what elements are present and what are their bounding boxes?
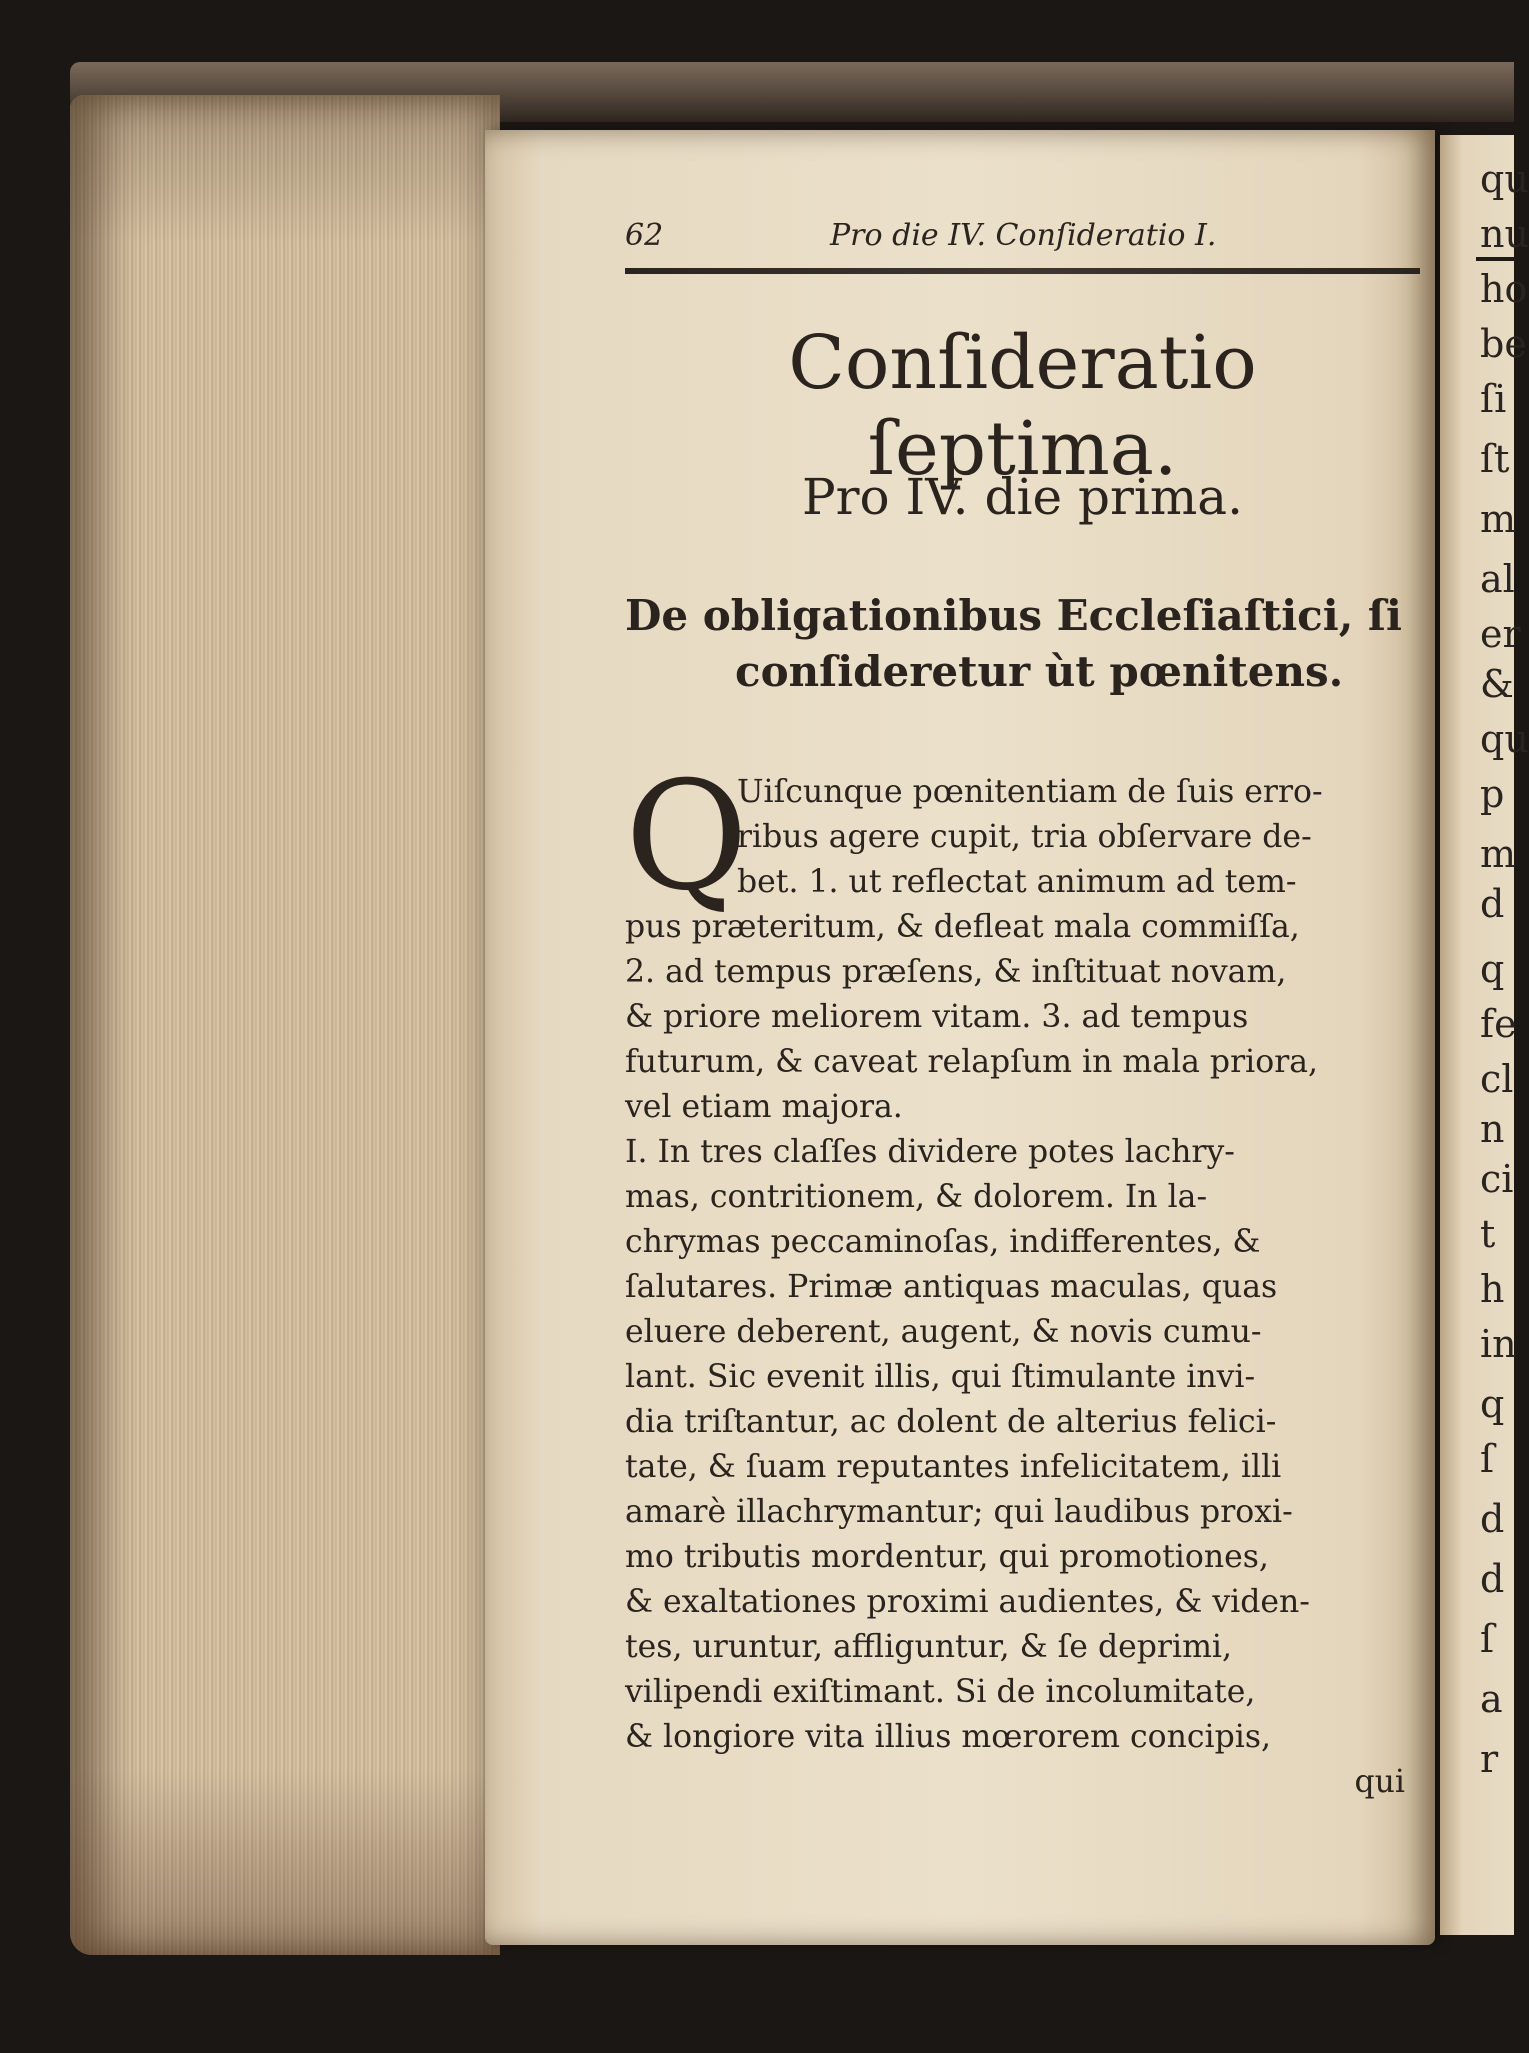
facing-page-fragment: t — [1480, 1212, 1496, 1256]
facing-page-fragment: d — [1480, 882, 1505, 926]
facing-page-fragment: er — [1480, 612, 1521, 656]
section-heading — [625, 588, 1425, 700]
facing-page-rule — [1476, 257, 1516, 261]
facing-page-fragment: cl — [1480, 1057, 1514, 1101]
facing-page-fragment: & — [1480, 662, 1514, 706]
body-line: mas, contritionem, & dolorem. In la- — [625, 1179, 1208, 1215]
facing-page-fragment: ho — [1480, 267, 1528, 311]
facing-page-fragment: be — [1480, 322, 1527, 366]
body-line: tes, uruntur, affliguntur, & ſe deprimi, — [625, 1629, 1233, 1665]
body-line: ſalutares. Primæ antiquas maculas, quas — [625, 1269, 1278, 1305]
facing-page-fragment: a — [1480, 1677, 1503, 1721]
body-line: vilipendi exiſtimant. Si de incolumitate, — [625, 1674, 1256, 1710]
body-line: ribus agere cupit, tria obſervare de- — [737, 819, 1312, 855]
drop-cap: Q — [625, 750, 748, 924]
facing-page-edge — [1440, 135, 1529, 1935]
body-line: lant. Sic evenit illis, qui ſtimulante invi- — [625, 1359, 1256, 1395]
body-line: amarè illachrymantur; qui laudibus proxi- — [625, 1494, 1293, 1530]
facing-page-fragment: r — [1480, 1737, 1499, 1781]
body-line: & longiore vita illius mœrorem concipis, — [625, 1719, 1272, 1755]
facing-page-fragment: m — [1480, 497, 1517, 541]
body-line: dia triſtantur, ac dolent de alterius felici- — [625, 1404, 1277, 1440]
page-edges — [70, 95, 500, 1955]
facing-page-fragment: n — [1480, 1107, 1505, 1151]
body-line: mo tributis mordentur, qui promotiones, — [625, 1539, 1269, 1575]
heading-line-1: De obligationibus Eccleſiaſtici, ſi — [625, 591, 1402, 640]
body-line: vel etiam majora. — [625, 1089, 903, 1125]
facing-page-fragment: q — [1480, 1382, 1505, 1426]
facing-page-fragment: d — [1480, 1557, 1505, 1601]
facing-page-fragment: ci — [1480, 1157, 1514, 1201]
facing-page-fragment: h — [1480, 1267, 1505, 1311]
facing-page-fragment: ſ — [1480, 1617, 1495, 1661]
body-line: I. In tres claſſes dividere potes lachry- — [625, 1134, 1235, 1170]
header-rule — [625, 268, 1420, 274]
catchword: qui — [1354, 1764, 1405, 1800]
facing-page-fragment: fe — [1480, 1002, 1517, 1046]
body-line: pus præteritum, & defleat mala commiſſa, — [625, 909, 1300, 945]
facing-page-fragment: ſ — [1480, 1437, 1495, 1481]
body-line: 2. ad tempus præſens, & inſtituat novam, — [625, 954, 1287, 990]
body-line: & exaltationes proximi audientes, & viden- — [625, 1584, 1310, 1620]
facing-page-fragment: in — [1480, 1322, 1517, 1366]
body-line: futurum, & caveat relapſum in mala priora, — [625, 1044, 1319, 1080]
facing-page-fragment: m — [1480, 832, 1517, 876]
heading-line-2: conſideretur ùt pœnitens. — [735, 647, 1344, 696]
facing-page-fragment: ſi — [1480, 377, 1507, 421]
facing-page-fragment: q — [1480, 947, 1505, 991]
body-line: tate, & ſuam reputantes infelicitatem, illi — [625, 1449, 1282, 1485]
body-line: bet. 1. ut reflectat animum ad tem- — [737, 864, 1297, 900]
facing-page-fragment: ſt — [1480, 437, 1510, 481]
body-line: & priore meliorem vitam. 3. ad tempus — [625, 999, 1249, 1035]
page-number: 62 — [625, 218, 664, 253]
facing-page-fragment: d — [1480, 1497, 1505, 1541]
body-line: eluere deberent, augent, & novis cumu- — [625, 1314, 1262, 1350]
body-line: chrymas peccaminoſas, indifferentes, & — [625, 1224, 1261, 1260]
page-subtitle: Pro IV. die prima. — [802, 468, 1243, 526]
facing-page-fragment: p — [1480, 772, 1505, 816]
facing-page-fragment: al — [1480, 557, 1515, 601]
facing-page-fragment: qu — [1480, 717, 1529, 761]
page-title: Conſideratio ſeptima. — [788, 320, 1257, 492]
running-header — [625, 218, 1420, 268]
body-text — [625, 750, 1425, 1805]
facing-page-fragment: nu — [1480, 212, 1529, 256]
body-line: Uiſcunque pœnitentiam de ſuis erro- — [737, 774, 1323, 810]
facing-page-fragment: qu — [1480, 157, 1529, 201]
running-head: Pro die IV. Conſideratio I. — [830, 218, 1217, 253]
